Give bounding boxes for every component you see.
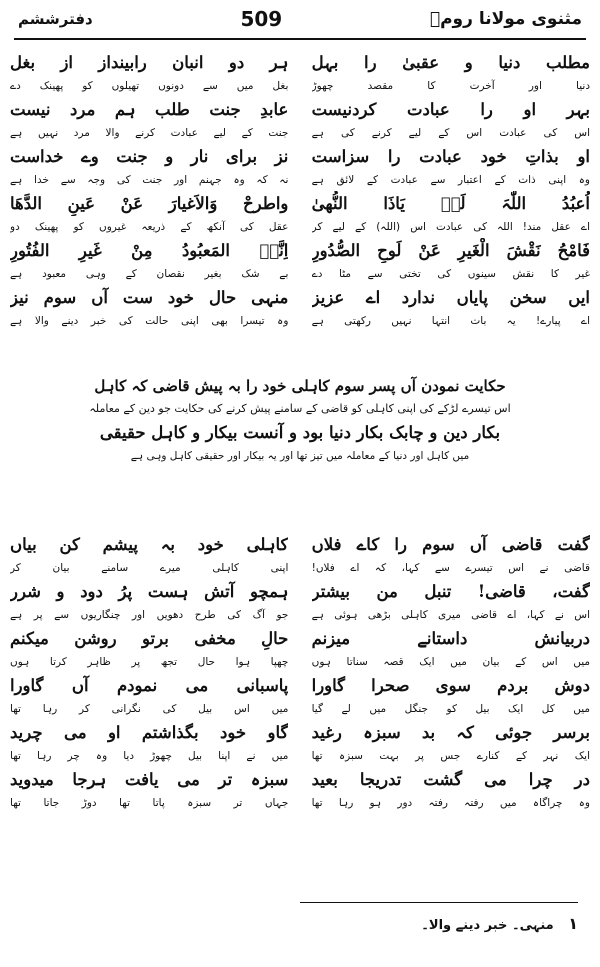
verse-right: بہر او را عبادت کردنیست bbox=[311, 100, 590, 119]
translation-right: وہ چراگاہ میں رفتہ رفتہ دور ہو رہا تھا bbox=[311, 797, 590, 809]
couplet bbox=[10, 144, 590, 191]
page-number: 509 bbox=[240, 7, 283, 31]
footnote-text: منہی۔ خبر دینے والا۔ bbox=[421, 918, 554, 933]
verse-right: دوش بردم سوی صحرا گاورا bbox=[311, 676, 590, 695]
translation-left: وہ تیسرا بھی اپنی حالت کی خبر دینے والا ہے bbox=[10, 315, 289, 327]
translation-left: جنت کے لیے عبادت کرنے والا مرد نہیں ہے bbox=[10, 127, 289, 139]
couplet bbox=[10, 626, 590, 673]
translation-left: چھپا ہوا حال تجھ پر ظاہر کرتا ہوں bbox=[10, 656, 289, 668]
verse-right: اُعبُدُ اللّٰہَ لَہٗ یَاذَا النُّھیٰ bbox=[311, 194, 590, 213]
verse-right: او بذاتِ خود عبادت را سزاست bbox=[311, 147, 590, 166]
heading-subtitle: اس تیسرے لڑکے کی اپنی کاہلی کو قاضی کے سامنے پیش کرنے کی حکایت جو دین کے معاملہ bbox=[89, 402, 511, 415]
translation-right: اے عقل مند! اللہ کی عبادت اس (اللہ) کے لیے کر bbox=[311, 221, 590, 233]
heading-verse: بکار دین و چابک بکار دنیا بود و آنست بیکار و کاہل حقیقی bbox=[99, 423, 501, 442]
footnote-mark: ۱ bbox=[568, 914, 578, 933]
translation-left: اپنی کاہلی میرے سامنے بیان کر bbox=[10, 562, 289, 574]
translation-left: میں نے اپنا بیل چھوڑ دیا وہ چر رہا تھا bbox=[10, 750, 289, 762]
verse-section-1 bbox=[10, 50, 590, 332]
footnote bbox=[421, 914, 578, 933]
book-name: دفترششم bbox=[18, 10, 93, 28]
couplet bbox=[10, 285, 590, 332]
couplet bbox=[10, 532, 590, 579]
heading-verse-translation: میں کاہل اور دنیا کے معاملہ میں تیز تھا اور یہ بیکار اور حقیقی کاہل وہی ہے bbox=[130, 450, 470, 462]
translation-left: نہ کہ وہ جہنم اور جنت کی وجہ سے خدا ہے bbox=[10, 174, 289, 186]
verse-right: ایں سخن پایاں ندارد اے عزیز bbox=[311, 288, 590, 307]
couplet bbox=[10, 191, 590, 238]
verse-right: گفت، قاضی! تنبل من بیشتر bbox=[311, 582, 590, 601]
verse-right: برسر جوئی کہ بد سبزہ رغید bbox=[311, 723, 590, 742]
translation-right: اے پیارے! یہ بات انتہا نہیں رکھتی ہے bbox=[311, 315, 590, 327]
header-divider bbox=[14, 38, 586, 40]
verse-section-2 bbox=[10, 532, 590, 814]
verse-left: اِنَّہٗ المَعبُودُ مِنْ غَیرِ الفُتُورِ bbox=[10, 241, 289, 260]
translation-right: غیر کا نقش سینوں کی تختی سے مٹا دے bbox=[311, 268, 590, 280]
translation-right: قاضی نے اس تیسرے سے کہا، کہ اے فلاں! bbox=[311, 562, 590, 574]
translation-left: بغل میں سے دونوں تھیلوں کو پھینک دے bbox=[10, 80, 289, 92]
verse-left: واطرحْ وَالاَغیارَ عَنْ عَینِ الدَّھَا bbox=[10, 194, 289, 213]
verse-right: در چرا می گشت تدریجا بعید bbox=[311, 770, 590, 789]
translation-right: وہ اپنی ذات کے اعتبار سے عبادت کے لائق ہے bbox=[311, 174, 590, 186]
translation-left: میں اس بیل کی نگرانی کر رہا تھا bbox=[10, 703, 289, 715]
verse-left: عابدِ جنت طلب ہم مرد نیست bbox=[10, 100, 289, 119]
verse-left: پاسبانی می نمودم آں گاورا bbox=[10, 676, 289, 695]
verse-left: ہمچو آتش ہست پرُ دود و شرر bbox=[10, 582, 289, 601]
couplet bbox=[10, 97, 590, 144]
verse-left: ہر دو انبان رابینداز از بغل bbox=[10, 53, 289, 72]
translation-left: جو آگ کی طرح دھویں اور چنگاریوں سے پر ہے bbox=[10, 609, 289, 621]
verse-left: منہی حال خود ست آں سوم نیز bbox=[10, 288, 289, 307]
heading-title: حکایت نمودن آں پسر سوم کاہلی خود را بہ پیش قاضی کہ کاہل bbox=[94, 377, 506, 395]
translation-right: میں کل ایک بیل کو جنگل میں لے گیا bbox=[311, 703, 590, 715]
verse-left: کاہلی خود بہ پیشم کن بیاں bbox=[10, 535, 289, 554]
translation-right: اس کی عبادت اس کے لیے کرنے کی ہے bbox=[311, 127, 590, 139]
footnote-divider bbox=[300, 902, 578, 903]
header-title: مثنوی مولانا رومؒ bbox=[429, 9, 582, 29]
verse-left: گاو خود بگذاشتم او می چرید bbox=[10, 723, 289, 742]
verse-right: مطلب دنیا و عقبیٰ را بہل bbox=[311, 53, 590, 72]
translation-left: عقل کی آنکھ کے ذریعہ غیروں کو پھینک دو bbox=[10, 221, 289, 233]
story-heading bbox=[10, 374, 590, 467]
verse-left: نز برای نار و جنت وے خداست bbox=[10, 147, 289, 166]
translation-right: میں اس کے بیان میں ایک قصہ سناتا ہوں bbox=[311, 656, 590, 668]
couplet bbox=[10, 673, 590, 720]
couplet bbox=[10, 767, 590, 814]
translation-left: بے شک بغیر نقصان کے وہی معبود ہے bbox=[10, 268, 289, 280]
verse-right: فَامْحُ نَقْشَ الْغَیرِ عَنْ لَوحِ الصُّدُورِ bbox=[311, 241, 590, 260]
verse-right: دربیانش داستانے میزنم bbox=[311, 629, 590, 648]
translation-right: ایک نہر کے کنارے جس پر بہت سبزہ تھا bbox=[311, 750, 590, 762]
verse-left: حالِ مخفی برتو روشن میکنم bbox=[10, 629, 289, 648]
couplet bbox=[10, 720, 590, 767]
translation-right: اس نے کہا، اے قاضی میری کاہلی بڑھی ہوئی ہے bbox=[311, 609, 590, 621]
couplet bbox=[10, 238, 590, 285]
couplet bbox=[10, 579, 590, 626]
translation-left: جہاں تر سبزہ پاتا تھا دوڑ جاتا تھا bbox=[10, 797, 289, 809]
translation-right: دنیا اور آخرت کا مقصد چھوڑ bbox=[311, 80, 590, 92]
couplet bbox=[10, 50, 590, 97]
verse-left: سبزہ تر می یافت ہرجا میدوید bbox=[10, 770, 289, 789]
page-header bbox=[18, 4, 582, 34]
verse-right: گفت قاضی آں سوم را کاے فلاں bbox=[311, 535, 590, 554]
